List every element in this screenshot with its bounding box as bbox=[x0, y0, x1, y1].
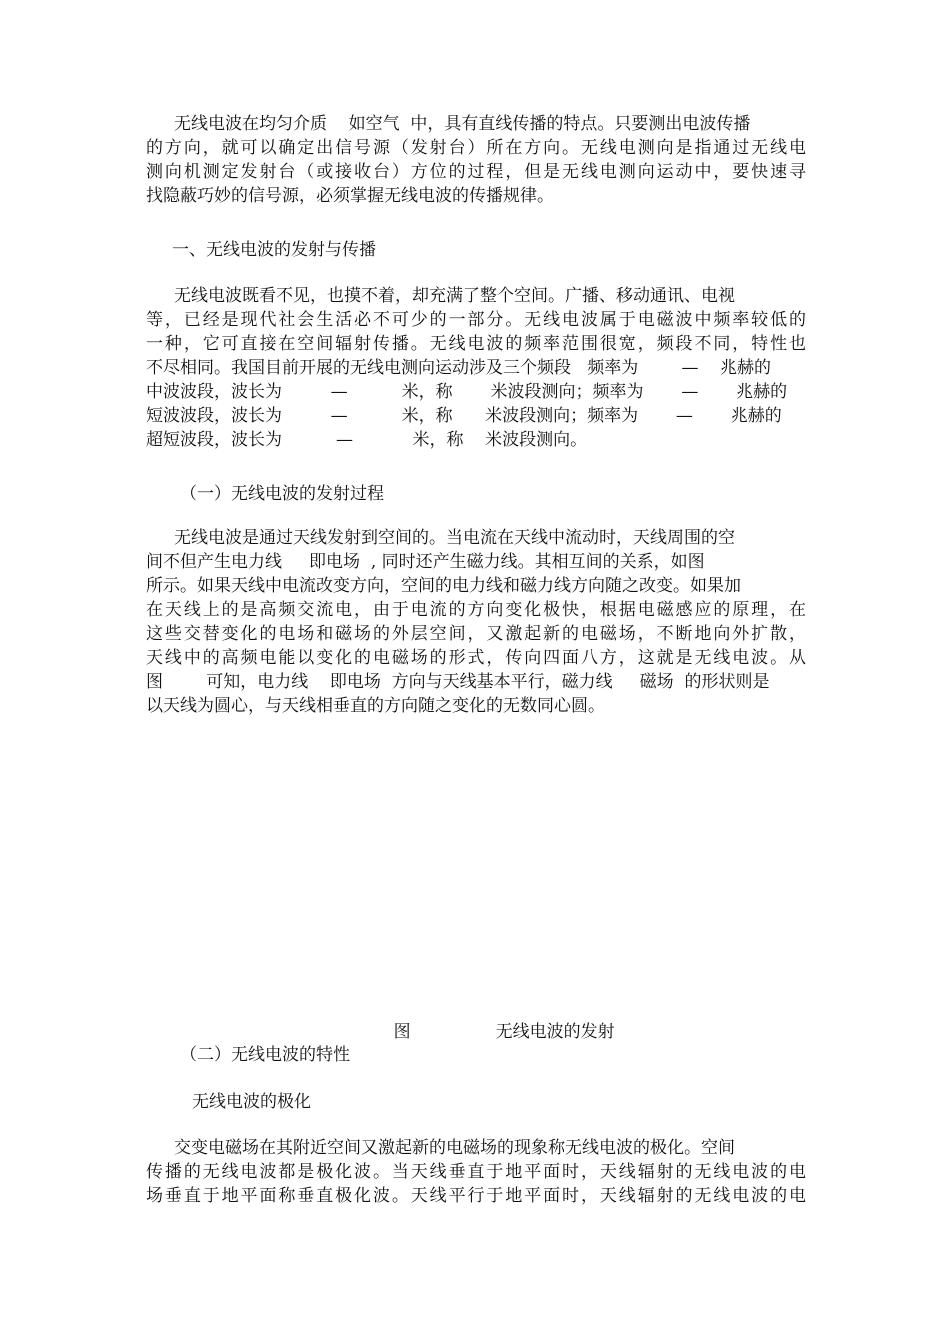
text-line: 间不但产生电力线 即电场 , 同时还产生磁力线。其相互间的关系，如图 bbox=[146, 552, 705, 572]
text-line: 的方向，就可以确定出信号源（发射台）所在方向。无线电测向是指通过无线电 bbox=[146, 138, 806, 158]
text-line: 无线电波是通过天线发射到空间的。当电流在天线中流动时，天线周围的空 bbox=[174, 528, 735, 548]
text-line: 以天线为圆心，与天线相垂直的方向随之变化的无数同心圆。 bbox=[146, 696, 605, 716]
text-line: 超短波段，波长为 — 米，称 米波段测向。 bbox=[146, 430, 588, 450]
text-line: 所示。如果天线中电流改变方向，空间的电力线和磁力线方向随之改变。如果加 bbox=[146, 576, 741, 596]
text-line: 天线中的高频电能以变化的电磁场的形式，传向四面八方，这就是无线电波。从 bbox=[146, 648, 806, 668]
figure-title: 无线电波的发射 bbox=[495, 1022, 615, 1042]
text-line: 传播的无线电波都是极化波。当天线垂直于地平面时，天线辐射的无线电波的电 bbox=[146, 1162, 806, 1182]
text-line: 在天线上的是高频交流电，由于电流的方向变化极快，根据电磁感应的原理，在 bbox=[146, 600, 806, 620]
figure-label: 图 bbox=[393, 1022, 411, 1042]
text-line: 不尽相同。我国目前开展的无线电测向运动涉及三个频段 频率为 — 兆赫的 bbox=[146, 358, 772, 378]
text-line: 中波波段，波长为 — 米，称 米波段测向；频率为 — 兆赫的 bbox=[146, 382, 788, 402]
section-heading-emission-propagation: 一、无线电波的发射与传播 bbox=[172, 240, 376, 260]
text-line: 短波波段，波长为 — 米，称 米波段测向；频率为 — 兆赫的 bbox=[146, 406, 782, 426]
text-line: 测向机测定发射台（或接收台）方位的过程，但是无线电测向运动中，要快速寻 bbox=[146, 162, 806, 182]
text-line: 等，已经是现代社会生活必不可少的一部分。无线电波属于电磁波中频率较低的 bbox=[146, 310, 806, 330]
text-line: 一种，它可直接在空间辐射传播。无线电波的频率范围很宽，频段不同，特性也 bbox=[146, 334, 806, 354]
text-line: 图 可知，电力线 即电场 方向与天线基本平行，磁力线 磁场 的形状则是 bbox=[146, 672, 770, 692]
emission-paragraph bbox=[146, 526, 806, 718]
text-line: 这些交替变化的电场和磁场的外层空间，又激起新的电磁场，不断地向外扩散， bbox=[146, 624, 806, 644]
overview-paragraph bbox=[146, 284, 806, 452]
text-line: 交变电磁场在其附近空间又激起新的电磁场的现象称无线电波的极化。空间 bbox=[174, 1138, 735, 1158]
text-line: 场垂直于地平面称垂直极化波。天线平行于地平面时，天线辐射的无线电波的电 bbox=[146, 1186, 806, 1206]
text-line: 无线电波在均匀介质 如空气 中，具有直线传播的特点。只要测出电波传播 bbox=[174, 114, 751, 134]
text-line: 无线电波既看不见，也摸不着，却充满了整个空间。广播、移动通讯、电视 bbox=[174, 286, 735, 306]
polarization-paragraph bbox=[146, 1136, 806, 1208]
figure-caption bbox=[372, 996, 615, 1068]
intro-paragraph bbox=[146, 112, 806, 208]
subheading-characteristics: （二）无线电波的特性 bbox=[180, 1045, 350, 1065]
text-line: 找隐蔽巧妙的信号源，必须掌握无线电波的传播规律。 bbox=[146, 186, 554, 206]
subheading-emission-process: （一）无线电波的发射过程 bbox=[180, 484, 384, 504]
subheading-polarization: 无线电波的极化 bbox=[192, 1092, 311, 1112]
